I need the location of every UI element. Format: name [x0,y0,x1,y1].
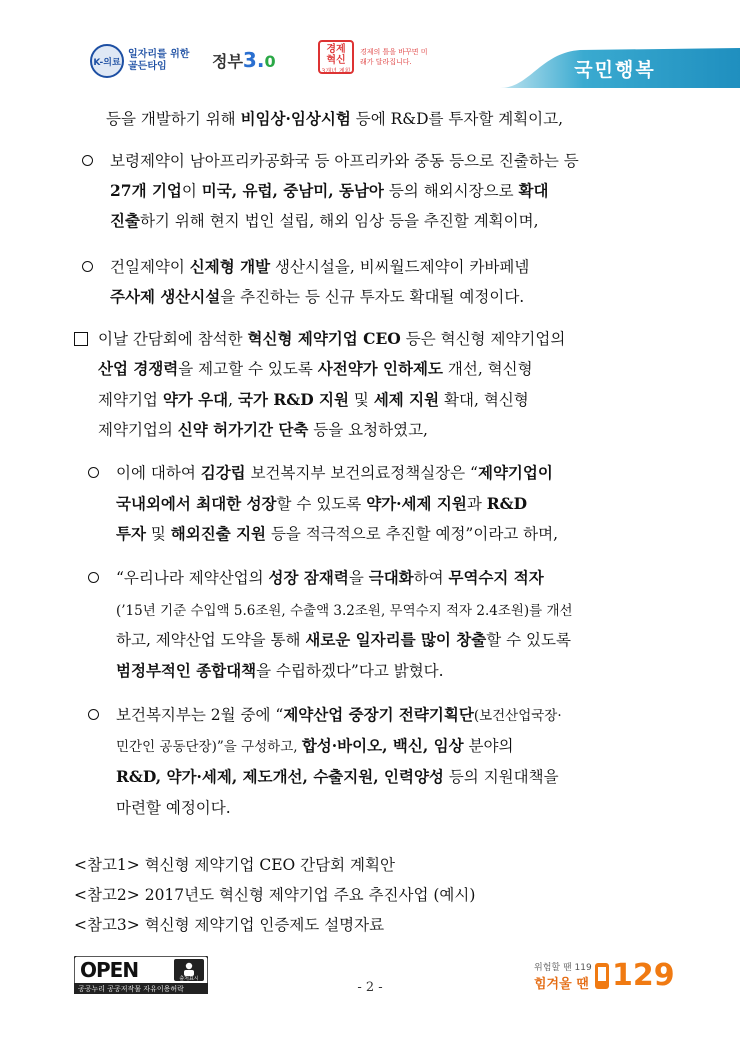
paragraph-line: 이에 대하여 김강립 보건복지부 보건의료정책실장은 “제약기업이 [116,463,553,482]
reference-item-3: <참고3> 혁신형 제약기업 인증제도 설명자료 [74,916,385,934]
paragraph-line: 범정부적인 종합대책을 수립하겠다”다고 밝혔다. [116,661,444,680]
circle-bullet [88,709,99,720]
paragraph-line: 건일제약이 신제형 개발 생산시설을, 비씨월드제약이 카바페넴 [110,257,530,276]
page-header [0,0,740,92]
square-bullet [74,332,88,346]
econ-logo-slogan: 경제의 틀을 바꾸면 미래가 달라집니다. [360,48,428,66]
paragraph-line: 보령제약이 남아프리카공화국 등 아프리카와 중동 등으로 진출하는 등 [110,152,579,170]
k-medical-badge: K-의료 [90,44,124,78]
phone-icon [594,962,610,990]
paragraph-line: “우리나라 제약산업의 성장 잠재력을 극대화하여 무역수지 적자 [116,568,544,587]
paragraph-line: 제약기업 약가 우대, 국가 R&D 지원 및 세제 지원 확대, 혁신형 [98,390,529,409]
paragraph-line: 국내외에서 최대한 성장할 수 있도록 약가·세제 지원과 R&D [116,494,528,513]
circle-bullet [82,261,93,272]
paragraph-line: 주사제 생산시설을 추진하는 등 신규 투자도 확대될 예정이다. [110,287,525,306]
paragraph-line: 보건복지부는 2월 중에 “제약산업 중장기 전략기획단(보건산업국장· [116,705,562,724]
paragraph-line: 투자 및 해외진출 지원 등을 적극적으로 추진할 예정”이라고 하며, [116,524,559,543]
open-license-sub: 공공누리 공공저작물 자유이용허락 [78,985,184,993]
hotline-main-text: 힘겨울 땐 [534,977,589,992]
gov-logo-number: 3. [242,48,265,72]
reference-item-2: <참고2> 2017년도 혁신형 제약기업 주요 추진사업 (예시) [74,886,476,904]
paragraph-line: 하고, 제약산업 도약을 통해 새로운 일자리를 많이 창출할 수 있도록 [116,630,571,649]
hotline-top-text: 위험할 땐 119 [534,963,592,973]
gov-logo-o: 0 [264,52,276,71]
paragraph-line: 이날 간담회에 참석한 혁신형 제약기업 CEO 등은 혁신형 제약기업의 [98,329,566,348]
paragraph-line: (’15년 기준 수입액 5.6조원, 수출액 3.2조원, 무역수지 적자 2.4조원)를 개선 [116,603,573,619]
paragraph-line: 제약기업의 신약 허가기간 단축 등을 요청하였고, [98,420,428,439]
economic-innovation-logo [318,40,430,74]
circle-bullet [88,467,99,478]
open-label: OPEN [80,958,139,982]
econ-logo-mark [318,40,354,74]
k-medical-logo [90,44,198,78]
paragraph-line: R&D, 약가·세제, 제도개선, 수출지원, 인력양성 등의 지원대책을 [116,767,559,786]
paragraph-line: 마련할 예정이다. [116,799,231,817]
government-3-0-logo [212,48,276,72]
circle-bullet [88,572,99,583]
gov-logo-text: 정부 [212,52,243,71]
paragraph-line: 산업 경쟁력을 제고할 수 있도록 사전약가 인하제도 개선, 혁신형 [98,359,533,378]
econ-logo-mark-text: 경제 혁신 [326,44,346,66]
paragraph-line: 민간인 공동단장)”을 구성하고, 합성·바이오, 백신, 임상 분야의 [116,736,514,755]
k-medical-logo-text: 일자리를 위한 골든타임 [128,49,190,72]
open-type-label: 출처표시 [179,976,199,982]
paragraph-line: 등을 개발하기 위해 비임상·임상시험 등에 R&D를 투자할 계획이고, [106,109,564,128]
circle-bullet [82,155,93,166]
paragraph-line: 27개 기업이 미국, 유럽, 중남미, 동남아 등의 해외시장으로 확대 [110,181,549,200]
banner-title: 국민행복 [574,59,656,81]
paragraph-line: 진출하기 위해 현지 법인 설립, 해외 임상 등을 추진할 계획이며, [110,211,539,230]
page-number: - 2 - [357,980,383,995]
econ-logo-mark-sub: 3개년 계획 [321,68,351,75]
reference-item-1: <참고1> 혁신형 제약기업 CEO 간담회 계획안 [74,856,395,874]
hotline-number: 129 [612,958,675,993]
